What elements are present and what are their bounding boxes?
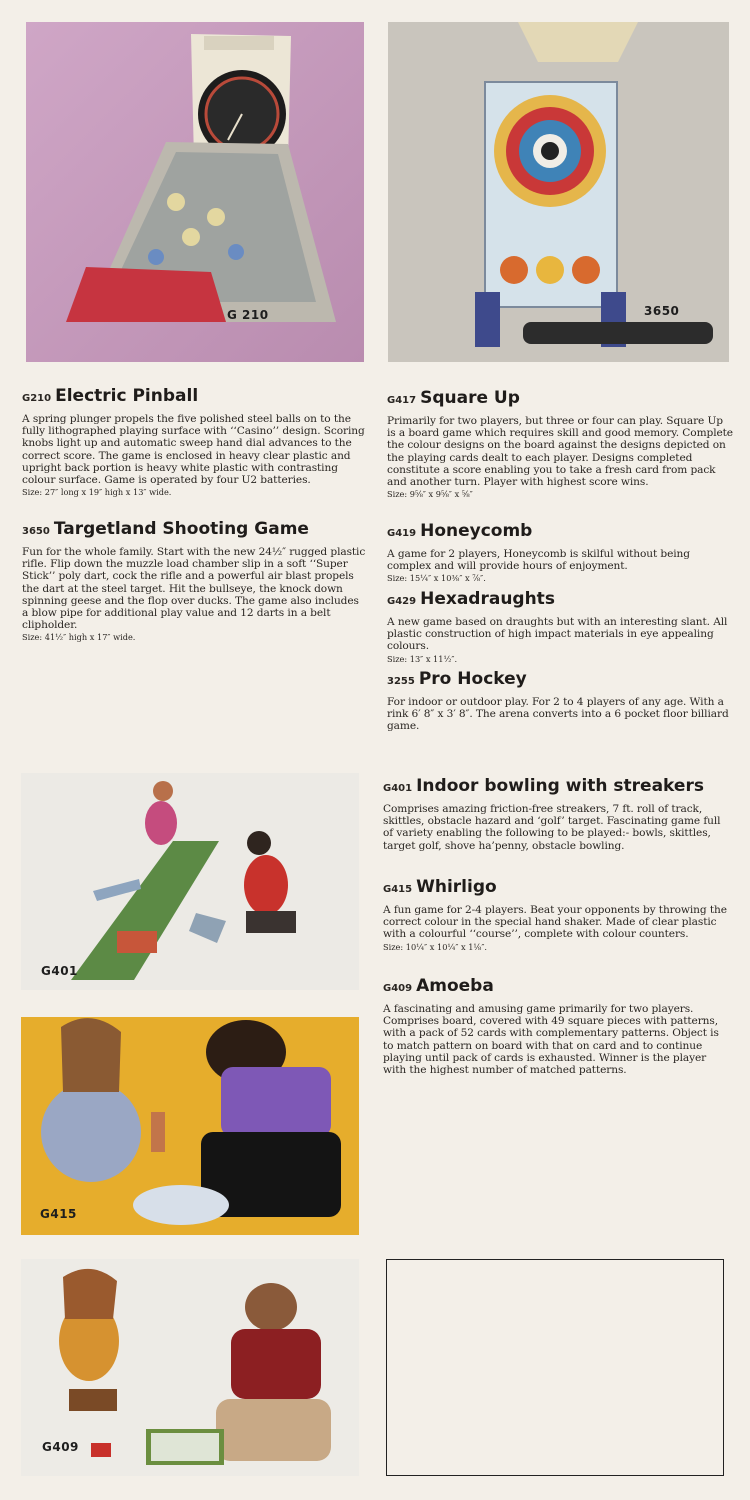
electric-pinball-photo [26,22,364,362]
photo-code: G415 [40,1207,77,1221]
empty-frame [386,1259,724,1476]
product-description: A new game based on draughts but with an interesting slant. All plastic construction of high impact materials in eye appealing colours. [387,616,728,653]
product-heading [22,381,368,411]
product-entry [22,514,368,643]
product-description: A fascinating and amusing game primarily for two players. Comprises board, covered with 49 square pieces with patterns, with a pack of 52 cards with complementary patterns. Object is to match pattern on board with that on card and to continue playing until pack of cards is exhausted. Winner is the player with the highest number of matched patterns. [383,1003,719,1077]
product-description: A fun game for 2-4 players. Beat your opponents by throwing the correct colour in the special hand shaker. Made of clear plastic with a colourful ‘‘course’’, complete with colour counters. [383,904,727,941]
product-code: G417 [387,395,417,406]
product-entry [387,516,733,584]
product-heading [22,514,368,544]
product-title: Honeycomb [420,521,533,541]
product-description: Fun for the whole family. Start with the new 24½″ rugged plastic rifle. Flip down the muzzle load chamber slip in a soft ‘‘Super Stick’’ poly dart, cock the rifle and a powerful air blast propels the dart at the steel target. Hit the bullseye, the knock down spinning geese and the flop over ducks. The game also includes a blow pipe for additional play value and 12 darts in a belt clipholder. [22,546,366,632]
photo-code: G 210 [227,308,269,322]
product-heading [387,383,733,413]
product-entry [383,971,729,1076]
product-code: G210 [22,393,52,404]
product-description: Comprises amazing friction-free streakers, 7 ft. roll of track, skittles, obstacle hazard and ‘golf’ target. Fascinating game full of variety enabling the following to be played:- bowls, skittles, target golf, shove ha’penny, obstacle bowling. [383,803,721,852]
product-entry [22,381,368,498]
product-title: Indoor bowling with streakers [416,776,704,796]
product-title: Targetland Shooting Game [53,519,309,539]
product-description: A game for 2 players, Honeycomb is skilful without being complex and will provide hours of enjoyment. [387,548,690,573]
product-code: G415 [383,884,413,895]
whirligo-players-illustration [21,1017,359,1235]
photo-code: G409 [42,1440,79,1454]
product-code: 3650 [22,526,50,537]
indoor-bowling-photo [21,773,359,990]
amoeba-photo [21,1259,359,1476]
product-heading [383,971,729,1001]
product-description: For indoor or outdoor play. For 2 to 4 players of any age. With a rink 6′ 8″ x 3′ 8″. The arena converts into a 6 pocket floor billiard game. [387,696,729,733]
product-heading [387,516,733,546]
product-heading [383,872,729,902]
product-code: G429 [387,596,417,607]
product-code: 3255 [387,676,415,687]
product-size: Size: 15¼″ x 10⅜″ x ⅞″. [387,573,486,584]
product-title: Electric Pinball [55,386,199,406]
pinball-machine-illustration [26,22,364,362]
product-description: A spring plunger propels the five polished steel balls on to the fully lithographed playing surface with ‘‘Casino’’ design. Scoring knobs light up and automatic sweep hand dial advances to the correct score. The game is enclosed in heavy clear plastic and upright back portion is heavy white plastic with contrasting colour surface. Game is operated by four U2 batteries. [22,413,365,487]
product-size: Size: 10¼″ x 10¼″ x 1⅛″. [383,941,488,952]
product-title: Whirligo [416,877,497,897]
product-size: Size: 13″ x 11½″. [387,653,458,664]
photo-code: 3650 [644,304,680,318]
product-title: Amoeba [416,976,494,996]
product-entry [387,383,733,500]
product-size: Size: 41½″ high x 17″ wide. [22,632,136,643]
bowling-track-illustration [21,773,359,990]
product-entry [383,771,729,852]
product-code: G401 [383,783,413,794]
product-heading [387,584,733,614]
product-entry [387,664,733,733]
product-heading [387,664,733,694]
product-size: Size: 27″ long x 19″ high x 13″ wide. [22,487,172,498]
product-heading [383,771,729,801]
product-entry [387,584,733,665]
whirligo-photo [21,1017,359,1235]
product-code: G409 [383,983,413,994]
product-title: Hexadraughts [420,589,555,609]
product-title: Pro Hockey [418,669,527,689]
product-code: G419 [387,528,417,539]
product-size: Size: 9⅝″ x 9⅝″ x ⅝″ [387,489,473,500]
product-description: Primarily for two players, but three or four can play. Square Up is a board game which requires skill and good memory. Complete the colour designs on the board against the designs depicted on the playing cards dealt to each player. Designs completed constitute a score enabling you to take a fresh card from pack and another turn. Player with highest score wins. [387,415,733,489]
photo-code: G401 [41,964,78,978]
shooting-game-photo [388,22,729,362]
product-title: Square Up [420,388,520,408]
product-entry [383,872,729,953]
